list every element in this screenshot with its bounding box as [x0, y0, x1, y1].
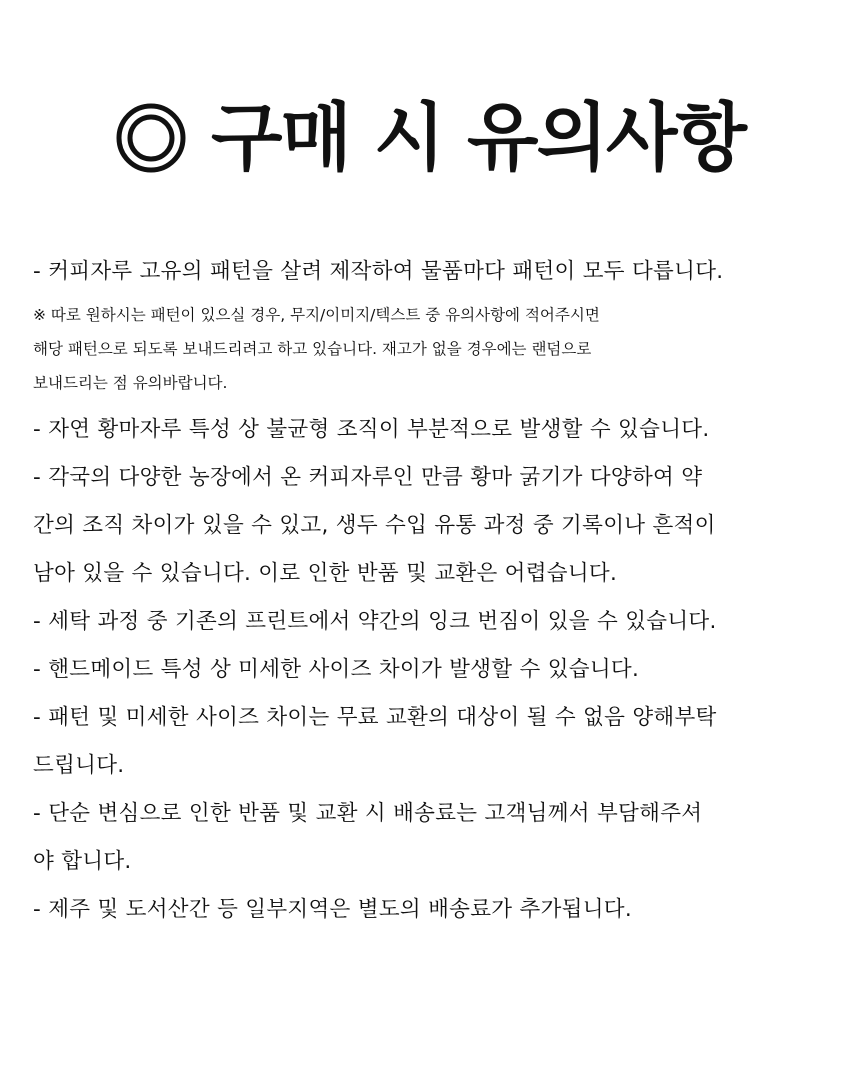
- notice-line: - 각국의 다양한 농장에서 온 커피자루인 만큼 황마 굵기가 다양하여 약: [33, 465, 703, 490]
- notice-line: - 패턴 및 미세한 사이즈 차이는 무료 교환의 대상이 될 수 없음 양해부탁: [33, 705, 717, 730]
- notice-item: [33, 646, 833, 694]
- page-header: [0, 88, 860, 188]
- notice-line: - 단순 변심으로 인한 반품 및 교환 시 배송료는 고객님께서 부담해주셔: [33, 801, 703, 826]
- notice-item: [33, 598, 833, 646]
- notice-item: [33, 454, 833, 598]
- note-line: 보내드리는 점 유의바랍니다.: [33, 374, 228, 392]
- notice-intro: - 커피자루 고유의 패턴을 살려 제작하여 물품마다 패턴이 모두 다릅니다.: [33, 259, 724, 284]
- notice-item: [33, 886, 833, 934]
- notice-line: - 핸드메이드 특성 상 미세한 사이즈 차이가 발생할 수 있습니다.: [33, 657, 640, 682]
- notice-item: [33, 694, 833, 790]
- notice-line: - 세탁 과정 중 기존의 프린트에서 약간의 잉크 번짐이 있을 수 있습니다.: [33, 609, 717, 634]
- notice-item: [33, 406, 833, 454]
- notice-item: [33, 790, 833, 886]
- double-circle-icon: [115, 102, 187, 174]
- note-line: 해당 패턴으로 되도록 보내드리려고 하고 있습니다. 재고가 없을 경우에는 랜덤으로: [33, 340, 592, 358]
- notice-line: 간의 조직 차이가 있을 수 있고, 생두 수입 유통 과정 중 기록이나 흔적이: [33, 513, 716, 538]
- note-line: ※ 따로 원하시는 패턴이 있으실 경우, 무지/이미지/텍스트 중 유의사항에 적어주시면: [33, 306, 600, 324]
- notice-line: - 제주 및 도서산간 등 일부지역은 별도의 배송료가 추가됩니다.: [33, 897, 632, 922]
- notice-line: 남아 있을 수 있습니다. 이로 인한 반품 및 교환은 어렵습니다.: [33, 561, 618, 586]
- pattern-request-note: [33, 298, 833, 400]
- notice-line: 야 합니다.: [33, 849, 132, 874]
- notice-line: - 자연 황마자루 특성 상 불균형 조직이 부분적으로 발생할 수 있습니다.: [33, 417, 710, 442]
- notice-list: [33, 248, 833, 934]
- page-title: 구매 시 유의사항: [211, 95, 745, 181]
- notice-line: 드립니다.: [33, 753, 125, 778]
